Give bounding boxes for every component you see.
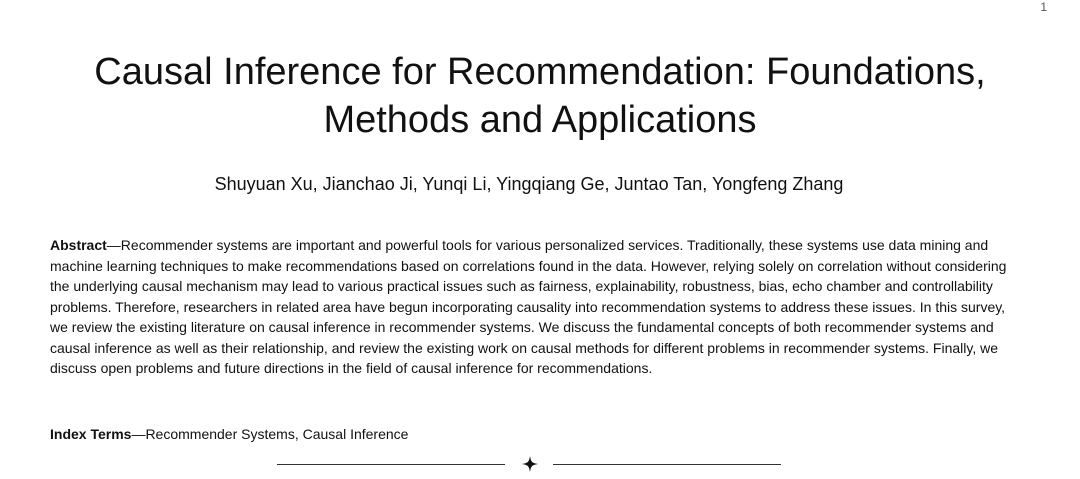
- author-list: Shuyuan Xu, Jianchao Ji, Yunqi Li, Yingqiang Ge, Juntao Tan, Yongfeng Zhang: [214, 174, 844, 194]
- index-terms-text: —Recommender Systems, Causal Inference: [131, 426, 409, 442]
- title-line-2: Methods and Applications: [323, 99, 757, 141]
- title-line-1: Causal Inference for Recommendation: Foundations,: [94, 51, 986, 93]
- abstract-text: —Recommender systems are important and powerful tools for various personalized services. Traditionally, these systems use data mining and machine learning techniques to make recommendations based on correlations found in the data. However, relying solely on correlation without considering the underlying causal mechanism may lead to various practical issues such as fairness, explainability, robustness, bias, echo chamber and controllability problems. Therefore, researchers in related area have begun incorporating causality into recommendation systems to address these issues. In this survey, we review the existing literature on causal inference in recommender systems. We discuss the fundamental concepts of both recommender systems and causal inference as well as their relationship, and review the existing work on causal methods for different problems in recommender systems. Finally, we discuss open problems and future directions in the field of causal inference for recommendations.: [50, 237, 1007, 376]
- page-number: 1: [1040, 0, 1047, 14]
- divider-line-right: [553, 464, 781, 465]
- index-terms-label: Index Terms: [50, 426, 132, 442]
- abstract-label: Abstract: [50, 237, 107, 253]
- four-point-star-icon: [520, 454, 540, 474]
- divider-line-left: [277, 464, 505, 465]
- abstract: [50, 235, 1018, 379]
- paper-title: [0, 48, 1080, 144]
- index-terms: [50, 424, 408, 444]
